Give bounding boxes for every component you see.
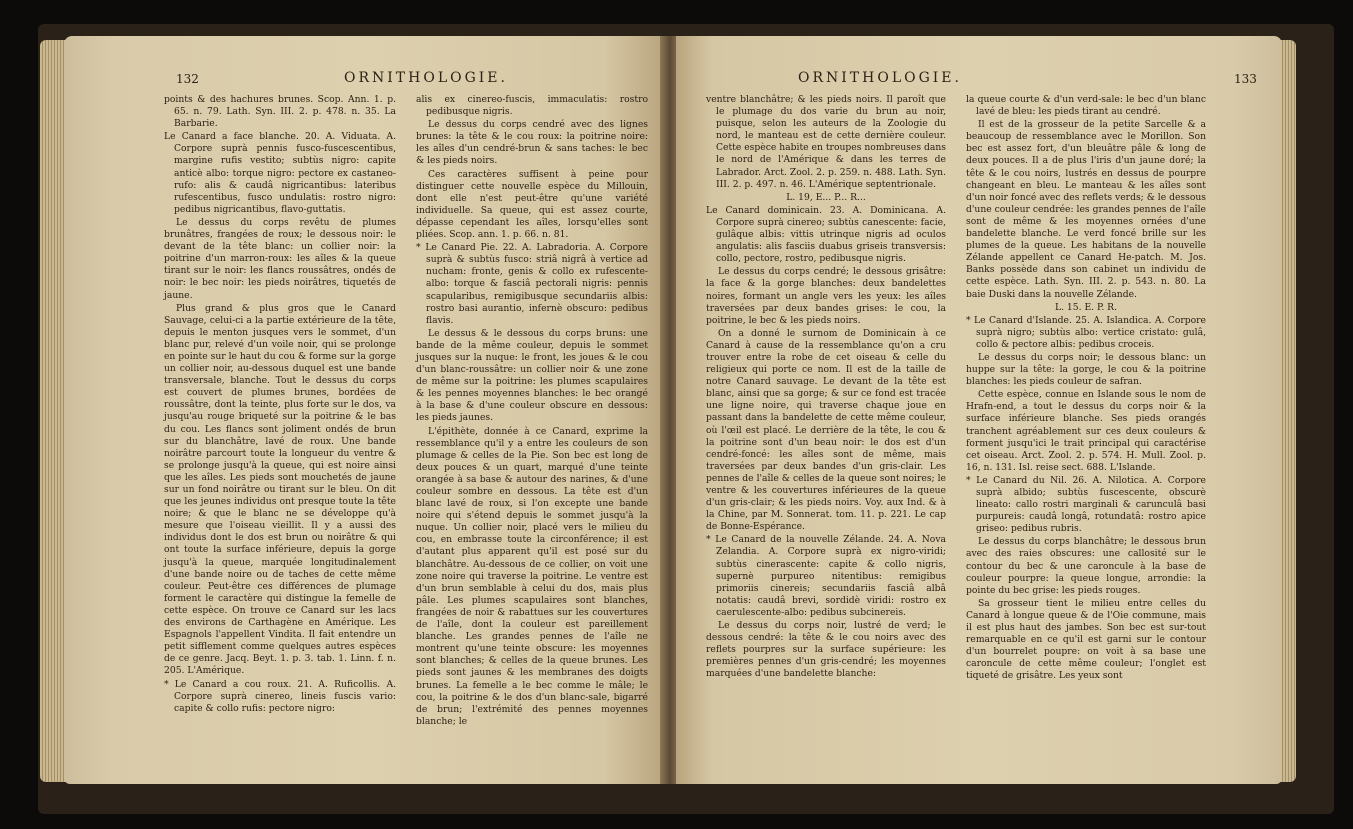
species-entry: la queue courte & d'un verd-sale: le bec d'un blanc lavé de bleu: les pieds tirant au cendré.: [966, 94, 1206, 118]
running-head: ORNITHOLOGIE.: [344, 70, 508, 86]
body-paragraph: Plus grand & plus gros que le Canard Sauvage, celui-ci a la partie extérieure de la tête, depuis le menton jusques vers le sommet, d'un blanc pur, relevé d'un voile noir, qui se prolonge en pointe sur le haut du cou & forme sur la gorge un collier noir, au-dessous duquel est une bande transversale, blanche. Tout le dessus du corps est couvert de plumes brunes, bordées de roussâtre, dont la teinte, plus forte sur le dos, va jusqu'au rouge briqueté sur la poitrine & le bas du cou. Les flancs sont joliment ondés de brun sur du blanchâtre, lavé de roux. Une bande noirâtre parcourt toute la longueur du ventre & se prolonge jusqu'à la queue, qui est noire ainsi que les aîles. Les pieds sont mouchetés de jaune sur un fond noirâtre ou tirant sur le bleu. On dit que les jeunes individus ont presque toute la tête noire; & que le blanc ne se développe qu'à mesure que l'oiseau vieillit. Il y a aussi des individus dont le dos est brun ou noirâtre & qui ont toute la surface inférieure, depuis la gorge jusqu'à la queue, marquée longitudinalement d'une bande noire ou de taches de cette même couleur. Peut-être ces différences de plumage forment le caractère qui distingue la femelle de cette espèce. On trouve ce Canard sur les lacs des environs de Carthagène en Amérique. Les Espagnols l'appellent Vindita. Il fait entendre un petit sifflement comme quelques autres espèces de ce genre. Jacq. Beyt. 1. p. 3. tab. 1. Linn. f. n. 205. L'Amérique.: [164, 302, 396, 677]
species-entry: * Le Canard du Nil. 26. A. Nilotica. A. Corpore suprà albido; subtùs fuscescente, obscurè lineato: callo rostri marginali & carunculâ basi purpureis: caudâ longâ, rotundatâ: rostro apice griseo: pedibus rubris.: [966, 474, 1206, 535]
body-paragraph: L'épithète, donnée à ce Canard, exprime la ressemblance qu'il y a entre les couleurs de son plumage & celles de la Pie. Son bec est long de deux pouces & un quart, marqué d'une teinte orangée à sa base & autour des narines, & d'une couleur sombre en dessous. La tête est d'un blanc lavé de roux, si l'on excepte une bande noire qui s'étend depuis le sommet jusqu'à la nuque. Un collier noir, placé vers le milieu du cou, en embrasse toute la circonférence; il est d'autant plus apparent qu'il est posé sur du blanchâtre. Au-dessous de ce collier, on voit une zone noire qui traverse la poitrine. Le ventre est d'un brun semblable à celui du dos, mais plus pâle. Les plumes scapulaires sont blanches, frangées de noir & rabattues sur les couvertures de l'aîle, dont la couleur est pareillement blanche. Les grandes pennes de l'aîle ne montrent qu'une teinte obscure: les moyennes sont blanches; & celles de la queue brunes. Les pieds sont jaunes & les membranes des doigts brunes. La femelle a le bec comme le mâle; le cou, la poitrine & le dos d'un blanc-sale, bigarré de brun; l'extrémité des pennes moyennes blanche; le: [416, 425, 648, 727]
species-entry: * Le Canard Pie. 22. A. Labradoria. A. Corpore suprà & subtùs fusco: striâ nigrâ à vertice ad nucham: fronte, genis & collo ex rufescente-albo: torque & fasciâ pectorali nigris: pennis scapularibus, remigibusque secundariis albis: rostro basi aurantio, infernè obscuro: pedibus flavis.: [416, 242, 648, 326]
measurement-line: L. 19, E... P... R...: [786, 191, 866, 203]
text-column-2: [966, 94, 1206, 684]
body-paragraph: Le dessus du corps noir, lustré de verd; le dessous cendré: la tête & le cou noirs avec des reflets pourpres sur la surface supérieure: les premières pennes d'un gris-cendré; les moyennes marquées d'une bandelette blanche:: [706, 620, 946, 680]
body-paragraph: Le dessus du corps revêtu de plumes brunâtres, frangées de roux; le dessous noir: le devant de la tête blanc: un collier noir: la poitrine d'un marron-roux: les aîles & la queue tirant sur le noir: les flancs roussâtres, ondés de noir: le bec noir: les pieds noirâtres, tiquetés de jaune.: [164, 216, 396, 301]
species-entry: * Le Canard a cou roux. 21. A. Ruficollis. A. Corpore suprà cinereo, lineis fuscis vario: capite & collo rufis: pectore nigro:: [164, 678, 396, 714]
species-entry: Le Canard a face blanche. 20. A. Viduata. A. Corpore suprà pennis fusco-fuscescentibus, margine rufis vestito; subtùs nigro: capite anticè albo: torque nigro: pectore ex castaneo-rufo: alis & caudâ nigricantibus: lateribus rufescentibus, fusco undulatis: rostro nigro: pedibus nigricantibus, flavo-guttatis.: [164, 131, 396, 215]
body-paragraph: Le dessus du corps cendré; le dessous grisâtre: la face & la gorge blanches: deux bandelettes noires, formant un angle vers les yeux: les aîles traversées par deux bandes grises: le cou, la poitrine, le bec & les pieds noirs.: [706, 266, 946, 326]
body-paragraph: Ces caractères suffisent à peine pour distinguer cette nouvelle espèce du Millouin, dont elle n'est peut-être qu'une variété individuelle. Sa queue, qui est assez courte, dépasse cependant les aîles, lorsqu'elles sont pliées. Scop. ann. 1. p. 66. n. 81.: [416, 168, 648, 241]
species-entry: Le Canard dominicain. 23. A. Dominicana. A. Corpore suprà cinereo; subtùs canescente: facie, gulâque albis: vittis utrinque nigris ad oculos angulatis: alis fasciis duabus griseis transversis: collo, pectore, rostro, pedibusque nigris.: [706, 204, 946, 265]
body-paragraph: Sa grosseur tient le milieu entre celles du Canard à longue queue & de l'Oie commune, mais il est plus haut des jambes. Son bec est sur-tout remarquable en ce qu'il est garni sur le contour d'un bourrelet poupre: on voit à sa base une caroncule de cette même couleur; l'onglet est tiqueté de grisâtre. Les yeux sont: [966, 597, 1206, 682]
text-column-2: [416, 94, 648, 729]
text-column-1: [706, 94, 946, 682]
running-head: ORNITHOLOGIE.: [798, 70, 962, 86]
species-entry: * Le Canard de la nouvelle Zélande. 24. A. Nova Zelandia. A. Corpore suprà ex nigro-viridi; subtùs cinerascente: capite & collo nigris, supernè purpureo nitentibus: remigibus primoriis cinereis; secundariis fasciâ albâ notatis: caudâ brevi, sordidè viridi: rostro ex caerulescente-albo: pedibus subcinereis.: [706, 534, 946, 618]
body-paragraph: Le dessus du corps cendré avec des lignes brunes: la tête & le cou roux: la poitrine noire: les aîles d'un cendré-brun & sans taches: le bec & les pieds noirs.: [416, 119, 648, 167]
species-entry: alis ex cinereo-fuscis, immaculatis: rostro pedibusque nigris.: [416, 94, 648, 118]
species-entry: * Le Canard d'Islande. 25. A. Islandica. A. Corpore suprà nigro; subtùs albo: vertice cristato: gulâ, collo & pectore albis: pedibus croceis.: [966, 314, 1206, 350]
body-paragraph: Cette espèce, connue en Islande sous le nom de Hrafn-end, a tout le dessus du corps noir & la surface inférieure blanche. Ses pieds orangés tranchent agréablement sur ces deux couleurs & forment jusqu'ici le trait principal qui caractérise cet oiseau. Arct. Zool. 2. p. 574. H. Mull. Zool. p. 16, n. 131. Isl. reise sect. 688. L'Islande.: [966, 389, 1206, 473]
page-number: 133: [1234, 72, 1257, 86]
page-edges-right: [1280, 40, 1296, 782]
measurement-line: L. 15. E. P. R.: [1054, 301, 1118, 313]
body-paragraph: Le dessus du corps noir; le dessous blanc: un huppe sur la tête: la gorge, le cou & la poitrine blanches: les pieds couleur de safran.: [966, 351, 1206, 388]
body-paragraph: Le dessus du corps blanchâtre; le dessous brun avec des raies obscures: une callosité sur le contour du bec & une caroncule à la base de couleur pourpre: la queue longue, arrondie: la pointe du bec grise: les pieds rouges.: [966, 536, 1206, 596]
text-column-1: [164, 94, 396, 716]
species-entry: points & des hachures brunes. Scop. Ann. 1. p. 65. n. 79. Lath. Syn. III. 2. p. 478. n. 35. La Barbarie.: [164, 94, 396, 130]
body-paragraph: Le dessus & le dessous du corps bruns: une bande de la même couleur, depuis le sommet jusques sur la nuque: le front, les joues & le cou d'un blanc-roussâtre: un collier noir & une zone de même sur la poitrine: les plumes scapulaires & les pennes moyennes blanches: le bec orangé à la base & d'une couleur obscure en dessous: les pieds jaunes.: [416, 327, 648, 424]
page-number: 132: [176, 72, 199, 86]
species-entry: ventre blanchâtre; & les pieds noirs. Il paroît que le plumage du dos varie du brun au noir, puisque, selon les auteurs de la Zoologie du nord, le manteau est de cette dernière couleur. Cette espèce habite en troupes nombreuses dans le nord de l'Amérique & dans les terres de Labrador. Arct. Zool. 2. p. 259. n. 488. Lath. Syn. III. 2. p. 497. n. 46. L'Amérique septentrionale.: [706, 94, 946, 190]
body-paragraph: On a donné le surnom de Dominicain à ce Canard à cause de la ressemblance qu'on a cru trouver entre la robe de cet oiseau & celle du religieux qui porte ce nom. Il est de la taille de notre Canard sauvage. Le devant de la tête est blanc, ainsi que sa gorge; & sur ce fond est tracée une ligne noire, qui traverse chaque joue en passant dans la bandelette de cette même couleur, où l'œil est placé. Le derrière de la tête, le cou & la poitrine sont d'un beau noir: le dos est d'un cendré-foncé: les aîles sont de même, mais traversées par deux bandes d'un gris-clair. Les pennes de l'aîle & celles de la queue sont noires; le ventre & les couvertures inférieures de la queue d'un gris-clair; & les pieds noirs. Voy. aux Ind. & à la Chine, par M. Sonnerat. tom. 11. p. 221. Le cap de Bonne-Espérance.: [706, 327, 946, 533]
right-page: [676, 36, 1282, 784]
left-page: [64, 36, 664, 784]
body-paragraph: Il est de la grosseur de la petite Sarcelle & a beaucoup de ressemblance avec le Morillon. Son bec est assez fort, d'un bleuâtre pâle & long de deux pouces. Il a de plus l'iris d'un jaune doré; la tête & le cou noirs, lustrés en dessus de pourpre changeant en bleu. Le manteau & les aîles sont d'un noir foncé avec des reflets verds; & le dessous d'une couleur cendrée: les grandes pennes de l'aîle sont de même & les moyennes ornées d'une bandelette blanche. Le verd foncé brille sur les plumes de la queue. Les habitans de la nouvelle Zélande appellent ce Canard He-patch. M. Jos. Banks possède dans son cabinet un individu de cette espèce. Lath. Syn. III. 2. p. 543. n. 80. La baie Duski dans la nouvelle Zélande.: [966, 119, 1206, 300]
